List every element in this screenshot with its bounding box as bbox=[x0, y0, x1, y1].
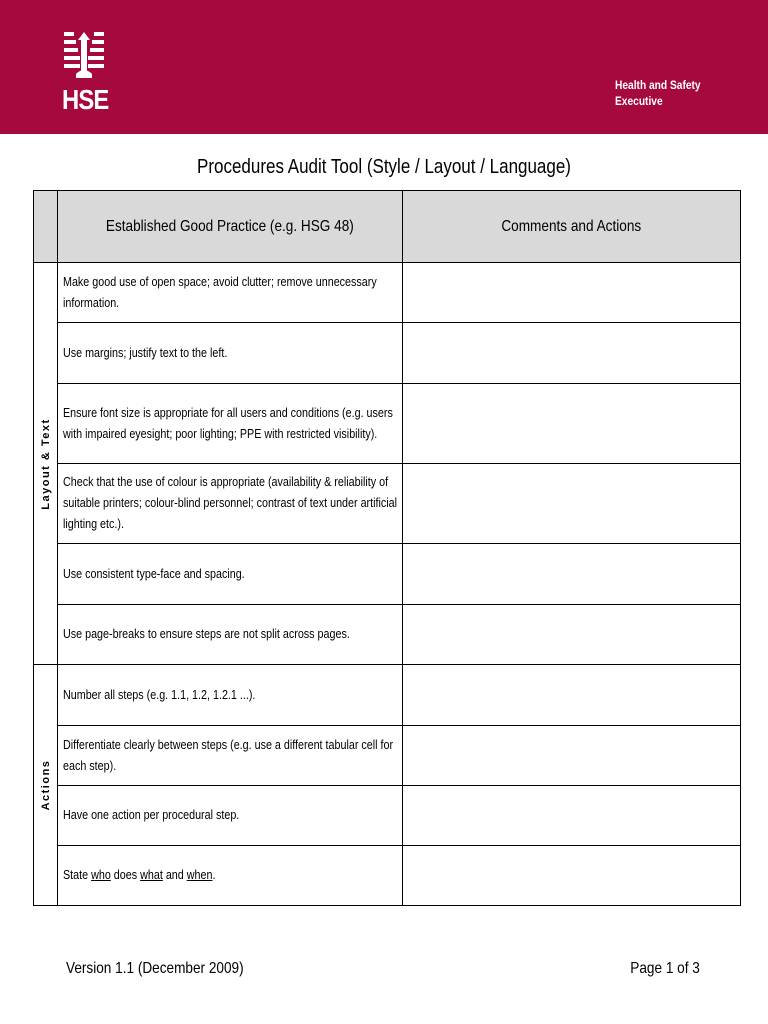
practice-cell: Differentiate clearly between steps (e.g. use a different tabular cell for each step). bbox=[58, 726, 403, 786]
section-label-actions: Actions bbox=[34, 665, 58, 906]
table-row bbox=[34, 786, 741, 846]
page-title: Procedures Audit Tool (Style / Layout / Language) bbox=[197, 156, 571, 178]
audit-table bbox=[33, 190, 741, 906]
practice-cell: Use margins; justify text to the left. bbox=[58, 323, 403, 384]
column-header-comments: Comments and Actions bbox=[403, 191, 741, 263]
table-row bbox=[34, 846, 741, 906]
column-header-practice: Established Good Practice (e.g. HSG 48) bbox=[58, 191, 403, 263]
practice-cell: Use page-breaks to ensure steps are not split across pages. bbox=[58, 605, 403, 665]
practice-cell: Have one action per procedural step. bbox=[58, 786, 403, 846]
comments-cell[interactable] bbox=[403, 384, 741, 464]
table-row bbox=[34, 544, 741, 605]
practice-cell: Make good use of open space; avoid clutter; remove unnecessary information. bbox=[58, 263, 403, 323]
org-line-2: Executive bbox=[615, 94, 663, 108]
comments-cell[interactable] bbox=[403, 605, 741, 665]
org-line-1: Health and Safety bbox=[615, 78, 701, 92]
practice-cell: Check that the use of colour is appropriate (availability & reliability of suitable printers; colour-blind personnel; contrast of text under artificial lighting etc.). bbox=[58, 464, 403, 544]
version-label: Version 1.1 (December 2009) bbox=[66, 960, 244, 977]
comments-cell[interactable] bbox=[403, 263, 741, 323]
table-row bbox=[34, 464, 741, 544]
page-header bbox=[0, 0, 768, 134]
table-row bbox=[34, 605, 741, 665]
table-row bbox=[34, 726, 741, 786]
page-number: Page 1 of 3 bbox=[630, 960, 700, 977]
comments-cell[interactable] bbox=[403, 464, 741, 544]
table-row bbox=[34, 384, 741, 464]
header-blank-cell bbox=[34, 191, 58, 263]
practice-cell: State who does what and when. bbox=[58, 846, 403, 906]
organisation-name bbox=[615, 77, 701, 109]
comments-cell[interactable] bbox=[403, 786, 741, 846]
practice-cell: Ensure font size is appropriate for all users and conditions (e.g. users with impaired eyesight; poor lighting; PPE with restricted visibility). bbox=[58, 384, 403, 464]
comments-cell[interactable] bbox=[403, 665, 741, 726]
table-row bbox=[34, 665, 741, 726]
table-row bbox=[34, 263, 741, 323]
comments-cell[interactable] bbox=[403, 323, 741, 384]
practice-cell: Use consistent type-face and spacing. bbox=[58, 544, 403, 605]
practice-cell: Number all steps (e.g. 1.1, 1.2, 1.2.1 ...). bbox=[58, 665, 403, 726]
comments-cell[interactable] bbox=[403, 726, 741, 786]
table-row bbox=[34, 323, 741, 384]
logo-text: HSE bbox=[62, 84, 109, 115]
section-label-layout-text: Layout & Text bbox=[34, 263, 58, 665]
table-header-row bbox=[34, 191, 741, 263]
comments-cell[interactable] bbox=[403, 846, 741, 906]
comments-cell[interactable] bbox=[403, 544, 741, 605]
